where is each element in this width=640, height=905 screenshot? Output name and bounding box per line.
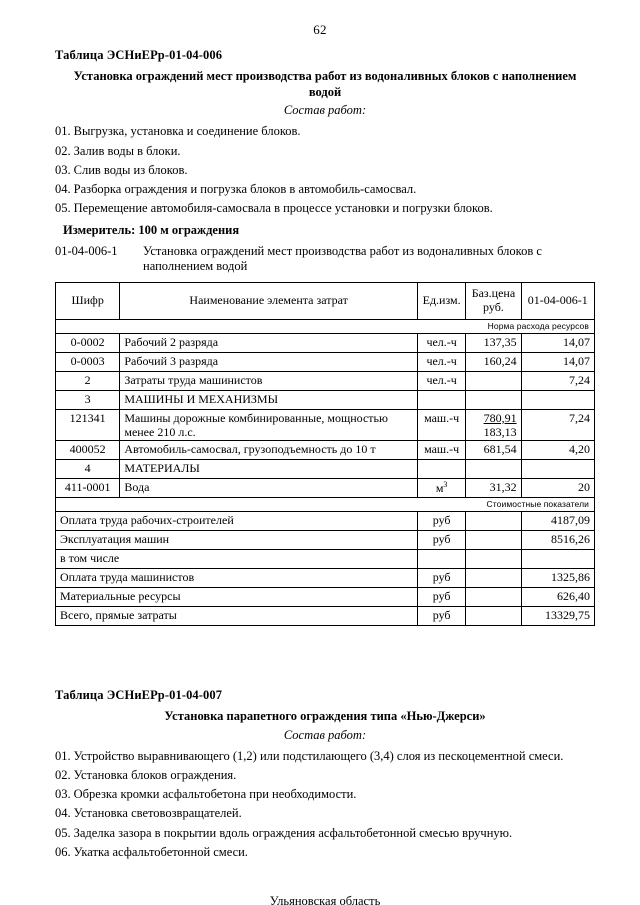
cost-label: Всего, прямые затраты bbox=[56, 606, 418, 625]
cost-unit: руб bbox=[418, 511, 466, 530]
list-item-number: 05. bbox=[55, 825, 71, 840]
table-row-cost bbox=[56, 549, 595, 568]
cell-value: 14,07 bbox=[521, 352, 594, 371]
cell-unit: чел.-ч bbox=[418, 333, 466, 352]
list-item bbox=[55, 768, 595, 783]
table-row-cost bbox=[56, 568, 595, 587]
list-item-text: Установка световозвращателей. bbox=[73, 806, 242, 821]
cost-label: Оплата труда машинистов bbox=[56, 568, 418, 587]
list-item bbox=[55, 182, 595, 197]
cell-name: Рабочий 3 разряда bbox=[120, 352, 418, 371]
cell-unit bbox=[418, 478, 466, 497]
cell-price bbox=[466, 409, 521, 440]
list-item-text: Выгрузка, установка и соединение блоков. bbox=[73, 124, 301, 139]
list-item-text: Обрезка кромки асфальтобетона при необходимости. bbox=[73, 787, 357, 802]
cost-price-empty bbox=[466, 530, 521, 549]
list-item-number: 04. bbox=[55, 182, 71, 196]
norm-item-code: 01-04-006-1 bbox=[55, 243, 118, 258]
cell-value bbox=[521, 459, 594, 478]
cell-value: 20 bbox=[521, 478, 594, 497]
table-title: Установка парапетного ограждения типа «Нью-Джерси» bbox=[164, 708, 486, 723]
band-label-resource-norms: Норма расхода ресурсов bbox=[56, 319, 595, 333]
cell-unit-superscript: 3 bbox=[443, 479, 448, 489]
cost-value: 626,40 bbox=[521, 587, 594, 606]
cell-price: 31,32 bbox=[466, 478, 521, 497]
cost-label: Материальные ресурсы bbox=[56, 587, 418, 606]
table-row bbox=[56, 352, 595, 371]
list-item bbox=[55, 845, 595, 860]
cell-price-primary: 780,91 bbox=[483, 410, 517, 425]
cost-value: 13329,75 bbox=[521, 606, 594, 625]
list-item-number: 02. bbox=[55, 143, 71, 158]
list-item-number: 01. bbox=[55, 124, 71, 139]
list-item-number: 03. bbox=[55, 787, 71, 802]
section-esnierr-01-04-007 bbox=[55, 688, 595, 905]
column-header-base-price bbox=[466, 283, 521, 320]
cell-name: МАШИНЫ И МЕХАНИЗМЫ bbox=[120, 390, 418, 409]
cell-value: 7,24 bbox=[521, 409, 594, 440]
list-item-text: Заделка зазора в покрытии вдоль ограждения асфальтобетонной смесью вручную. bbox=[73, 825, 513, 840]
cell-name: Автомобиль-самосвал, грузоподъемность до 10 т bbox=[120, 440, 418, 459]
table-row bbox=[56, 440, 595, 459]
list-item bbox=[55, 144, 595, 159]
base-price-line1: Баз.цена bbox=[471, 286, 516, 300]
resource-norms-table bbox=[55, 282, 595, 626]
cell-value: 7,24 bbox=[521, 371, 594, 390]
cell-code: 0-0003 bbox=[56, 352, 120, 371]
work-composition-list bbox=[55, 124, 595, 216]
cell-value bbox=[521, 390, 594, 409]
cell-unit: маш.-ч bbox=[418, 440, 466, 459]
cost-value bbox=[521, 549, 594, 568]
cell-unit: маш.-ч bbox=[418, 409, 466, 440]
list-item-number: 01. bbox=[55, 748, 71, 763]
cell-code: 400052 bbox=[56, 440, 120, 459]
cost-unit: руб bbox=[418, 587, 466, 606]
cost-label: Оплата труда рабочих-строителей bbox=[56, 511, 418, 530]
list-item bbox=[55, 806, 595, 821]
cost-label: в том числе bbox=[56, 549, 418, 568]
cell-unit bbox=[418, 459, 466, 478]
table-row bbox=[56, 459, 595, 478]
list-item-text: Установка блоков ограждения. bbox=[73, 767, 237, 782]
cell-name: МАТЕРИАЛЫ bbox=[120, 459, 418, 478]
cell-unit bbox=[418, 390, 466, 409]
cost-value: 4187,09 bbox=[521, 511, 594, 530]
table-caption: Таблица ЭСНиЕРр-01-04-006 bbox=[55, 48, 223, 62]
page-content bbox=[55, 48, 595, 905]
table-row-cost bbox=[56, 587, 595, 606]
cell-price: 137,35 bbox=[466, 333, 521, 352]
cell-code: 2 bbox=[56, 371, 120, 390]
column-header-code: Шифр bbox=[56, 283, 120, 320]
base-price-line2: руб. bbox=[483, 299, 504, 314]
list-item bbox=[55, 124, 595, 139]
measurement-unit-label: Измеритель: 100 м ограждения bbox=[63, 222, 240, 237]
work-composition-label: Состав работ: bbox=[283, 727, 367, 742]
list-item-number: 05. bbox=[55, 201, 71, 216]
section-esnierr-01-04-006 bbox=[55, 48, 595, 626]
list-item-text: Укатка асфальтобетонной смеси. bbox=[73, 844, 248, 859]
table-row bbox=[56, 333, 595, 352]
work-composition-list bbox=[55, 749, 595, 861]
table-caption: Таблица ЭСНиЕРр-01-04-007 bbox=[55, 687, 223, 702]
cost-price-empty bbox=[466, 568, 521, 587]
list-item-text: Устройство выравнивающего (1,2) или подстилающего (3,4) слоя из пескоцементной смеси. bbox=[73, 748, 564, 763]
cost-value: 1325,86 bbox=[521, 568, 594, 587]
cell-code: 4 bbox=[56, 459, 120, 478]
list-item-text: Перемещение автомобиля-самосвала в процессе установки и погрузки блоков. bbox=[73, 201, 493, 216]
list-item bbox=[55, 201, 595, 216]
list-item-text: Залив воды в блоки. bbox=[73, 143, 181, 158]
list-item bbox=[55, 826, 595, 841]
cell-code: 3 bbox=[56, 390, 120, 409]
cell-value: 4,20 bbox=[521, 440, 594, 459]
cost-price-empty bbox=[466, 511, 521, 530]
cell-price: 681,54 bbox=[466, 440, 521, 459]
cost-unit: руб bbox=[418, 530, 466, 549]
table-row bbox=[56, 371, 595, 390]
list-item bbox=[55, 787, 595, 802]
table-row bbox=[56, 409, 595, 440]
cell-code: 0-0002 bbox=[56, 333, 120, 352]
cost-unit bbox=[418, 549, 466, 568]
list-item bbox=[55, 163, 595, 178]
band-label-cost-indicators: Стоимостные показатели bbox=[56, 497, 595, 511]
cell-unit: чел.-ч bbox=[418, 371, 466, 390]
table-row bbox=[56, 390, 595, 409]
cell-price-secondary: 183,13 bbox=[483, 424, 517, 439]
cell-price bbox=[466, 390, 521, 409]
cell-unit: чел.-ч bbox=[418, 352, 466, 371]
cost-unit: руб bbox=[418, 606, 466, 625]
list-item-number: 02. bbox=[55, 767, 71, 782]
table-header-row bbox=[56, 283, 595, 320]
table-title: Установка ограждений мест производства работ из водоналивных блоков с наполнением водой bbox=[73, 69, 577, 99]
cell-price bbox=[466, 459, 521, 478]
table-row-cost bbox=[56, 606, 595, 625]
list-item-number: 03. bbox=[55, 162, 71, 177]
cost-price-empty bbox=[466, 587, 521, 606]
cell-name: Затраты труда машинистов bbox=[120, 371, 418, 390]
cell-name: Вода bbox=[120, 478, 418, 497]
cost-price-empty bbox=[466, 606, 521, 625]
norm-item-heading bbox=[55, 244, 595, 275]
cost-label: Эксплуатация машин bbox=[56, 530, 418, 549]
list-item bbox=[55, 749, 595, 764]
table-row-cost bbox=[56, 530, 595, 549]
cell-value: 14,07 bbox=[521, 333, 594, 352]
norm-item-description: Установка ограждений мест производства работ из водоналивных блоков с наполнением водой bbox=[143, 243, 542, 273]
page-number: 62 bbox=[313, 22, 327, 37]
list-item-text: Разборка ограждения и погрузка блоков в автомобиль-самосвал. bbox=[73, 182, 417, 196]
list-item-number: 04. bbox=[55, 806, 71, 821]
cost-value: 8516,26 bbox=[521, 530, 594, 549]
cell-price bbox=[466, 371, 521, 390]
cost-unit: руб bbox=[418, 568, 466, 587]
cell-unit-base: м bbox=[435, 480, 444, 495]
cell-code: 121341 bbox=[56, 409, 120, 440]
cell-price: 160,24 bbox=[466, 352, 521, 371]
band-row-cost-indicators bbox=[56, 497, 595, 511]
cell-code: 411-0001 bbox=[56, 478, 120, 497]
column-header-name: Наименование элемента затрат bbox=[120, 283, 418, 320]
footer-region-label: Ульяновская область bbox=[269, 894, 381, 905]
table-row-cost bbox=[56, 511, 595, 530]
column-header-unit: Ед.изм. bbox=[418, 283, 466, 320]
cell-name: Рабочий 2 разряда bbox=[120, 333, 418, 352]
column-header-norm-code: 01-04-006-1 bbox=[521, 283, 594, 320]
table-row bbox=[56, 478, 595, 497]
cell-name: Машины дорожные комбинированные, мощностью менее 210 л.с. bbox=[120, 409, 418, 440]
work-composition-label: Состав работ: bbox=[283, 103, 367, 118]
cost-price-empty bbox=[466, 549, 521, 568]
band-row-resource-norms bbox=[56, 319, 595, 333]
list-item-text: Слив воды из блоков. bbox=[73, 162, 188, 177]
list-item-number: 06. bbox=[55, 844, 71, 859]
